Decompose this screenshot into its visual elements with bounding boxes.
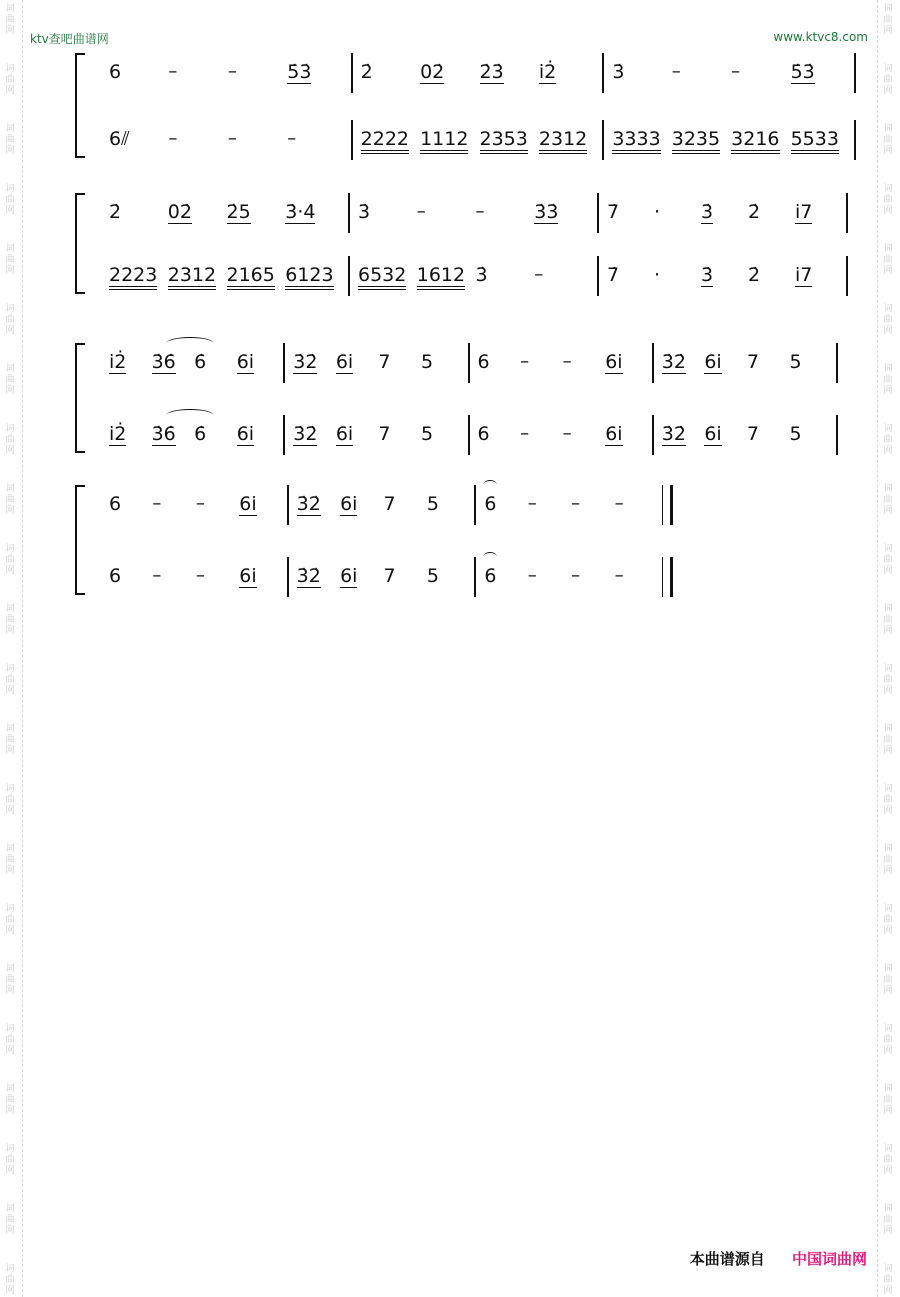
watermark-char: 词 xyxy=(883,124,893,134)
extension-dash: – xyxy=(195,493,205,514)
note-group: · xyxy=(654,264,661,286)
barline xyxy=(351,53,353,93)
extension-dash: – xyxy=(614,565,624,586)
watermark-char: 词 xyxy=(883,1204,893,1214)
extension-dash: – xyxy=(534,264,544,285)
note-group: i7 xyxy=(795,264,813,286)
watermark-char: 网 xyxy=(5,446,15,456)
watermark-char: 曲 xyxy=(5,75,15,85)
watermark-char: 曲 xyxy=(883,75,893,85)
extension-dash: – xyxy=(227,128,237,149)
source-footer xyxy=(690,1248,867,1269)
watermark-char: 词 xyxy=(883,424,893,434)
barline xyxy=(597,256,599,296)
watermark-char: 曲 xyxy=(883,195,893,205)
watermark-char: 网 xyxy=(5,866,15,876)
watermark-char: 词 xyxy=(883,1084,893,1094)
watermark-char: 网 xyxy=(5,1166,15,1176)
note-group: · xyxy=(654,201,661,223)
extension-dash: – xyxy=(562,351,572,372)
watermark-char: 曲 xyxy=(5,675,15,685)
note-group: 7 xyxy=(378,351,391,373)
note-group: 2̇ xyxy=(360,61,373,83)
note-group: 3̇2̇ xyxy=(296,493,321,515)
barline xyxy=(283,343,285,383)
barline xyxy=(474,485,476,525)
watermark-char: 曲 xyxy=(5,555,15,565)
note-group: 3̇2̇ xyxy=(661,351,686,373)
watermark-char: 网 xyxy=(883,746,893,756)
watermark-char: 网 xyxy=(883,806,893,816)
note-group: 6 xyxy=(477,351,490,373)
watermark-char: 词 xyxy=(5,244,15,254)
note-group: 2165 xyxy=(227,264,275,290)
barline xyxy=(836,415,838,455)
watermark-char: 词 xyxy=(883,544,893,554)
note-group: 2222 xyxy=(361,128,409,154)
note-group: 3̇ xyxy=(701,201,714,223)
barline xyxy=(283,415,285,455)
staff-line xyxy=(103,423,840,457)
right-watermark-strip xyxy=(877,0,900,1297)
barline xyxy=(597,193,599,233)
watermark-char: 曲 xyxy=(883,555,893,565)
note-group: 6i xyxy=(605,423,623,445)
watermark-char: 网 xyxy=(5,686,15,696)
watermark-char: 网 xyxy=(5,26,15,36)
watermark-char: 曲 xyxy=(883,975,893,985)
note-group: 2312 xyxy=(168,264,216,290)
note-group: 5 xyxy=(789,423,802,445)
note-group: 3̇3̇ xyxy=(534,201,559,223)
note-group: 6i xyxy=(340,493,358,515)
watermark-char: 曲 xyxy=(883,615,893,625)
barline xyxy=(474,557,476,597)
extension-dash: – xyxy=(168,128,178,149)
barline xyxy=(854,120,856,160)
barline xyxy=(287,485,289,525)
extension-dash: – xyxy=(731,61,741,82)
barline xyxy=(348,193,350,233)
barline xyxy=(602,53,604,93)
watermark-char: 曲 xyxy=(883,1275,893,1285)
extension-dash: – xyxy=(571,493,581,514)
note-group: 3216 xyxy=(731,128,779,154)
watermark-char: 曲 xyxy=(883,495,893,505)
watermark-char: 网 xyxy=(883,1286,893,1296)
note-group: 2223 xyxy=(109,264,157,290)
watermark-char: 词 xyxy=(883,964,893,974)
watermark-char: 曲 xyxy=(5,975,15,985)
note-group: 02̇ xyxy=(167,201,192,223)
watermark-char: 曲 xyxy=(5,195,15,205)
watermark-char: 网 xyxy=(5,86,15,96)
watermark-char: 网 xyxy=(5,206,15,216)
watermark-char: 曲 xyxy=(883,15,893,25)
watermark-char: 词 xyxy=(5,904,15,914)
watermark-char: 曲 xyxy=(5,375,15,385)
watermark-char: 网 xyxy=(883,686,893,696)
barline xyxy=(854,53,856,93)
watermark-char: 网 xyxy=(5,1106,15,1116)
note-group: 6i xyxy=(236,351,255,373)
note-group: 6i xyxy=(605,351,623,373)
watermark-char: 词 xyxy=(883,724,893,734)
note-group: i2̇ xyxy=(109,423,127,445)
watermark-char: 网 xyxy=(883,206,893,216)
staff-line xyxy=(103,128,858,162)
watermark-char: 曲 xyxy=(5,735,15,745)
watermark-char: 网 xyxy=(5,1046,15,1056)
barline xyxy=(602,120,604,160)
watermark-char: 曲 xyxy=(883,1035,893,1045)
note-group: 5 xyxy=(420,423,434,445)
note-group: 3̇2̇ xyxy=(296,565,321,587)
extension-dash: – xyxy=(520,423,530,444)
watermark-char: 曲 xyxy=(5,1095,15,1105)
note-group: i2̇ xyxy=(538,61,557,83)
watermark-char: 词 xyxy=(5,544,15,554)
watermark-char: 网 xyxy=(5,746,15,756)
note-group: 3̇ xyxy=(475,264,488,286)
note-group: 6̇ xyxy=(194,351,207,373)
extension-dash: – xyxy=(614,493,624,514)
watermark-char: 网 xyxy=(883,146,893,156)
watermark-char: 词 xyxy=(5,304,15,314)
watermark-char: 词 xyxy=(883,784,893,794)
left-watermark-strip xyxy=(0,0,23,1297)
watermark-char: 曲 xyxy=(883,1215,893,1225)
watermark-char: 曲 xyxy=(5,795,15,805)
watermark-char: 词 xyxy=(883,604,893,614)
note-group: 3̇ xyxy=(612,61,625,83)
note-group: 2̇ xyxy=(748,201,761,223)
note-group: 6i xyxy=(704,423,722,445)
note-group: 6i xyxy=(335,423,354,445)
watermark-char: 曲 xyxy=(883,855,893,865)
watermark-char: 词 xyxy=(5,844,15,854)
watermark-char: 网 xyxy=(5,806,15,816)
barline xyxy=(836,343,838,383)
watermark-char: 词 xyxy=(5,1024,15,1034)
watermark-char: 词 xyxy=(5,424,15,434)
watermark-char: 词 xyxy=(5,124,15,134)
note-group: 6i xyxy=(239,493,257,515)
extension-dash: – xyxy=(195,565,205,586)
watermark-char: 网 xyxy=(5,386,15,396)
watermark-char: 曲 xyxy=(5,15,15,25)
watermark-char: 词 xyxy=(5,364,15,374)
watermark-char: 网 xyxy=(883,326,893,336)
note-group: 5 xyxy=(420,351,434,373)
extension-dash: – xyxy=(527,565,537,586)
watermark-char: 曲 xyxy=(883,915,893,925)
note-group: 6 xyxy=(484,493,497,515)
note-group: 3̇2̇ xyxy=(661,423,686,445)
watermark-char: 网 xyxy=(883,506,893,516)
note-group: 3235 xyxy=(672,128,720,154)
watermark-char: 词 xyxy=(883,244,893,254)
watermark-char: 网 xyxy=(883,1106,893,1116)
watermark-char: 曲 xyxy=(5,495,15,505)
note-group: 02̇ xyxy=(420,61,445,83)
watermark-char: 词 xyxy=(5,664,15,674)
extension-dash: – xyxy=(671,61,681,82)
watermark-char: 曲 xyxy=(883,675,893,685)
note-group: 7̇ xyxy=(607,264,620,286)
note-group: 5533 xyxy=(791,128,839,154)
staff-line xyxy=(103,201,850,235)
system-bracket xyxy=(75,343,77,453)
extension-dash: – xyxy=(227,61,237,82)
watermark-char: 曲 xyxy=(883,135,893,145)
note-group: 6i xyxy=(236,423,255,445)
watermark-char: 网 xyxy=(5,986,15,996)
watermark-char: 曲 xyxy=(5,435,15,445)
source-label: 本曲谱源自 xyxy=(689,1250,765,1268)
extension-dash: – xyxy=(416,201,426,222)
watermark-char: 网 xyxy=(883,986,893,996)
staff-line xyxy=(103,351,840,385)
watermark-char: 词 xyxy=(5,484,15,494)
note-group: 7̇ xyxy=(607,201,620,223)
watermark-char: 曲 xyxy=(5,135,15,145)
watermark-char: 网 xyxy=(883,386,893,396)
note-group: 7 xyxy=(383,565,396,587)
watermark-char: 网 xyxy=(5,1226,15,1236)
watermark-char: 曲 xyxy=(5,1035,15,1045)
note-group: 6⫽ xyxy=(109,128,130,150)
staff-line xyxy=(103,264,850,298)
system-bracket xyxy=(75,485,77,595)
watermark-char: 曲 xyxy=(883,1095,893,1105)
barline xyxy=(846,193,848,233)
watermark-char: 网 xyxy=(883,1226,893,1236)
note-group: 3333 xyxy=(612,128,660,154)
watermark-char: 曲 xyxy=(883,795,893,805)
extension-dash: – xyxy=(152,493,162,514)
note-group: 3̇·4̇ xyxy=(285,201,316,223)
note-group: 6 xyxy=(109,565,122,587)
note-group: 2353 xyxy=(480,128,528,154)
extension-dash: – xyxy=(571,565,581,586)
fermata-icon xyxy=(483,552,497,562)
watermark-char: 网 xyxy=(5,1286,15,1296)
staff-line xyxy=(103,493,666,527)
barline xyxy=(348,256,350,296)
watermark-char: 曲 xyxy=(883,1155,893,1165)
watermark-char: 网 xyxy=(883,1166,893,1176)
note-group: 5 xyxy=(426,565,439,587)
note-group: 6 xyxy=(477,423,490,445)
watermark-char: 网 xyxy=(5,326,15,336)
barline xyxy=(287,557,289,597)
note-group: 2312 xyxy=(539,128,587,154)
watermark-char: 曲 xyxy=(5,915,15,925)
watermark-char: 词 xyxy=(5,964,15,974)
note-group: 6 xyxy=(109,493,122,515)
watermark-char: 词 xyxy=(5,1144,15,1154)
note-group: 1612 xyxy=(417,264,465,290)
barline xyxy=(468,415,470,455)
watermark-char: 网 xyxy=(883,866,893,876)
watermark-char: 词 xyxy=(5,1264,15,1274)
extension-dash: – xyxy=(152,565,162,586)
site-name-header: ktv查吧曲谱网 xyxy=(30,32,109,46)
barline xyxy=(468,343,470,383)
watermark-char: 网 xyxy=(5,146,15,156)
note-group: 6 xyxy=(109,61,122,83)
watermark-char: 词 xyxy=(5,604,15,614)
note-group: 7 xyxy=(746,351,759,373)
note-group: 3̇ xyxy=(358,201,371,223)
brand-label: 中国词曲网 xyxy=(791,1250,867,1268)
extension-dash: – xyxy=(475,201,485,222)
tie-slur xyxy=(166,337,215,350)
watermark-char: 曲 xyxy=(883,255,893,265)
extension-dash: – xyxy=(287,128,297,149)
watermark-char: 网 xyxy=(5,266,15,276)
watermark-char: 网 xyxy=(5,506,15,516)
watermark-char: 词 xyxy=(883,4,893,14)
watermark-char: 网 xyxy=(5,626,15,636)
watermark-char: 网 xyxy=(5,926,15,936)
note-group: i2̇ xyxy=(109,351,127,373)
note-group: 6 xyxy=(484,565,497,587)
note-group: 5 xyxy=(789,351,802,373)
extension-dash: – xyxy=(562,423,572,444)
watermark-char: 词 xyxy=(883,64,893,74)
barline xyxy=(652,415,654,455)
watermark-char: 词 xyxy=(883,364,893,374)
note-group: 2̇3̇ xyxy=(479,61,504,83)
final-barline xyxy=(662,485,673,525)
watermark-char: 词 xyxy=(883,484,893,494)
watermark-char: 词 xyxy=(5,4,15,14)
note-group: 5̇3̇ xyxy=(790,61,815,83)
watermark-char: 词 xyxy=(5,1084,15,1094)
watermark-char: 词 xyxy=(883,1144,893,1154)
note-group: 2̇ xyxy=(109,201,122,223)
watermark-char: 词 xyxy=(883,664,893,674)
note-group: 6123 xyxy=(285,264,333,290)
watermark-char: 曲 xyxy=(5,855,15,865)
watermark-char: 曲 xyxy=(5,1215,15,1225)
staff-line xyxy=(103,61,858,95)
extension-dash: – xyxy=(527,493,537,514)
note-group: 6̇ xyxy=(194,423,207,445)
watermark-char: 曲 xyxy=(5,315,15,325)
staff-line xyxy=(103,565,666,599)
watermark-char: 词 xyxy=(5,1204,15,1214)
watermark-char: 曲 xyxy=(883,435,893,445)
barline xyxy=(652,343,654,383)
note-group: 5 xyxy=(426,493,439,515)
watermark-char: 词 xyxy=(5,784,15,794)
note-group: 7 xyxy=(383,493,396,515)
fermata-icon xyxy=(483,480,497,490)
system-bracket xyxy=(75,193,77,294)
note-group: 3̇ xyxy=(701,264,714,286)
final-barline xyxy=(662,557,673,597)
extension-dash: – xyxy=(520,351,530,372)
note-group: 2̇5 xyxy=(226,201,251,223)
watermark-char: 网 xyxy=(883,1046,893,1056)
note-group: 6i xyxy=(340,565,358,587)
barline xyxy=(351,120,353,160)
watermark-char: 曲 xyxy=(883,315,893,325)
note-group: 7 xyxy=(746,423,759,445)
watermark-char: 网 xyxy=(883,446,893,456)
note-group: 6i xyxy=(335,351,354,373)
watermark-char: 曲 xyxy=(883,375,893,385)
watermark-char: 网 xyxy=(883,26,893,36)
note-group: 5̇3̇ xyxy=(287,61,312,83)
note-group: 2̇ xyxy=(748,264,761,286)
note-group: 1112 xyxy=(420,128,468,154)
watermark-char: 曲 xyxy=(5,1275,15,1285)
note-group: 3̇6̇ xyxy=(151,351,176,373)
watermark-char: 词 xyxy=(883,1264,893,1274)
watermark-char: 网 xyxy=(883,266,893,276)
watermark-char: 词 xyxy=(5,184,15,194)
watermark-char: 词 xyxy=(883,904,893,914)
watermark-char: 网 xyxy=(883,86,893,96)
site-url-header: www.ktvc8.com xyxy=(773,30,868,44)
watermark-char: 网 xyxy=(5,566,15,576)
note-group: 6i xyxy=(704,351,722,373)
watermark-char: 词 xyxy=(883,304,893,314)
note-group: 6532 xyxy=(358,264,406,290)
watermark-char: 词 xyxy=(5,724,15,734)
note-group: 3̇2̇ xyxy=(293,423,318,445)
note-group: 3̇6̇ xyxy=(151,423,176,445)
watermark-char: 词 xyxy=(5,64,15,74)
watermark-char: 网 xyxy=(883,566,893,576)
watermark-char: 曲 xyxy=(5,255,15,265)
watermark-char: 网 xyxy=(883,626,893,636)
tie-slur xyxy=(166,409,215,422)
system-bracket xyxy=(75,53,77,158)
barline xyxy=(846,256,848,296)
watermark-char: 词 xyxy=(883,184,893,194)
extension-dash: – xyxy=(168,61,178,82)
watermark-char: 网 xyxy=(883,926,893,936)
note-group: 6i xyxy=(239,565,257,587)
note-group: i7 xyxy=(795,201,813,223)
watermark-char: 曲 xyxy=(5,1155,15,1165)
watermark-char: 曲 xyxy=(5,615,15,625)
note-group: 3̇2̇ xyxy=(293,351,318,373)
watermark-char: 词 xyxy=(883,844,893,854)
watermark-char: 曲 xyxy=(883,735,893,745)
watermark-char: 词 xyxy=(883,1024,893,1034)
note-group: 7 xyxy=(378,423,391,445)
